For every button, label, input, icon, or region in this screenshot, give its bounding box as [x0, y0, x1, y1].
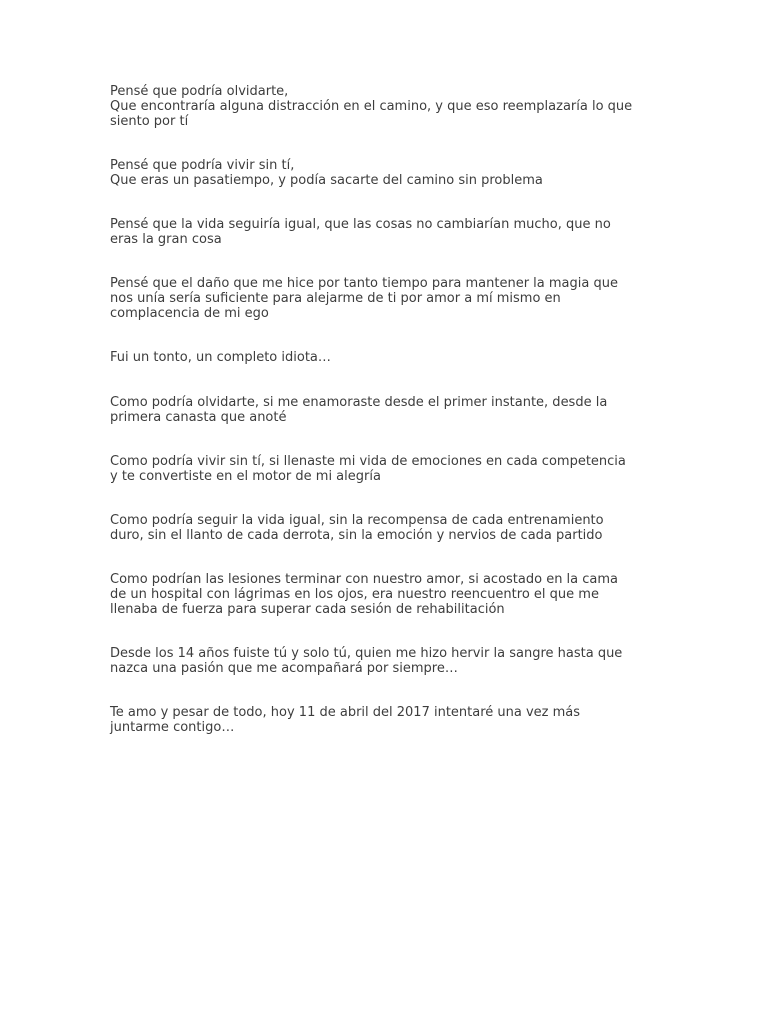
text-line: Fui un tonto, un completo idiota… [110, 350, 331, 365]
paragraph [110, 158, 670, 188]
paragraph [110, 395, 670, 425]
paragraph [110, 350, 670, 365]
text-line: Pensé que el daño que me hice por tanto tiempo para mantener la magia que [110, 276, 618, 291]
text-line: eras la gran cosa [110, 232, 222, 247]
text-line: Como podría seguir la vida igual, sin la recompensa de cada entrenamiento [110, 513, 604, 528]
text-line: siento por tí [110, 114, 189, 129]
paragraph [110, 646, 670, 676]
text-line: Pensé que la vida seguiría igual, que las cosas no cambiarían mucho, que no [110, 217, 611, 232]
text-line: de un hospital con lágrimas en los ojos, era nuestro reencuentro el que me [110, 587, 599, 602]
paragraph [110, 217, 670, 247]
text-line: nazca una pasión que me acompañará por siempre… [110, 661, 458, 676]
paragraph [110, 84, 670, 129]
text-line: nos unía sería suficiente para alejarme de ti por amor a mí mismo en [110, 291, 561, 306]
paragraph [110, 276, 670, 321]
text-line: Que encontraría alguna distracción en el camino, y que eso reemplazaría lo que [110, 99, 633, 114]
text-line: y te convertiste en el motor de mi alegría [110, 469, 381, 484]
document-body [110, 84, 670, 735]
text-line: duro, sin el llanto de cada derrota, sin la emoción y nervios de cada partido [110, 528, 603, 543]
paragraph [110, 454, 670, 484]
paragraph [110, 572, 670, 617]
text-line: Como podría olvidarte, si me enamoraste desde el primer instante, desde la [110, 395, 608, 410]
text-line: primera canasta que anoté [110, 410, 287, 425]
text-line: Como podrían las lesiones terminar con nuestro amor, si acostado en la cama [110, 572, 619, 587]
paragraph [110, 513, 670, 543]
text-line: juntarme contigo… [110, 720, 235, 735]
text-line: llenaba de fuerza para superar cada sesión de rehabilitación [110, 602, 505, 617]
text-line: Te amo y pesar de todo, hoy 11 de abril del 2017 intentaré una vez más [110, 705, 581, 720]
text-line: Pensé que podría vivir sin tí, [110, 158, 295, 173]
text-line: complacencia de mi ego [110, 306, 269, 321]
text-line: Que eras un pasatiempo, y podía sacarte del camino sin problema [110, 173, 543, 188]
paragraph [110, 705, 670, 735]
text-line: Pensé que podría olvidarte, [110, 84, 289, 99]
text-line: Desde los 14 años fuiste tú y solo tú, quien me hizo hervir la sangre hasta que [110, 646, 623, 661]
text-line: Como podría vivir sin tí, si llenaste mi vida de emociones en cada competencia [110, 454, 626, 469]
